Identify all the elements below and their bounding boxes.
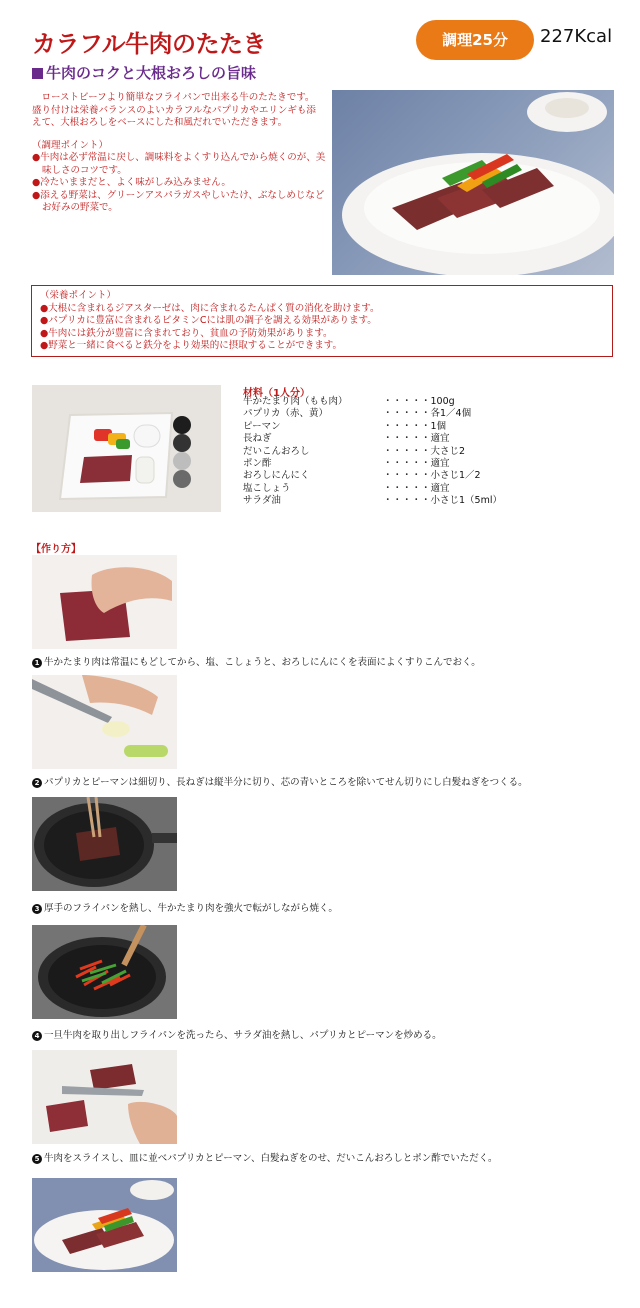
step-1-text (32, 654, 481, 668)
ingredient-name: パプリカ（赤、黄） (243, 408, 329, 420)
ingredient-amount: ・・・・・小さじ1（5ml） (383, 495, 502, 507)
square-bullet-icon (32, 68, 43, 79)
subtitle-text: 牛肉のコクと大根おろしの旨味 (46, 64, 257, 82)
nutrition-point-item: ●パプリカに豊富に含まれるビタミンCには肌の調子を調える効果があります。 (40, 315, 377, 326)
calories-label: 227Kcal (540, 26, 613, 47)
step-description: 一旦牛肉を取り出しフライパンを洗ったら、サラダ油を熱し、パプリカとピーマンを炒める。 (44, 1030, 442, 1041)
step-5-text (32, 1150, 498, 1164)
step-description: 牛肉をスライスし、皿に並べパプリカとピーマン、白髪ねぎをのせ、だいこんおろしとポン酢でいただく。 (44, 1153, 498, 1164)
step-number-badge: 2 (32, 778, 42, 788)
step-number-badge: 3 (32, 904, 42, 914)
ingredient-row (243, 408, 503, 420)
ingredient-name: 塩こしょう (243, 482, 291, 494)
step-3-photo (32, 797, 177, 891)
nutrition-points-list (40, 303, 604, 353)
step-4-photo (32, 925, 177, 1019)
ingredient-amount: ・・・・・小さじ1／2 (383, 470, 481, 482)
nutrition-point-item: ●大根に含まれるジアスターゼは、肉に含まれるたんぱく質の消化を助けます。 (40, 302, 380, 314)
ingredient-amount: ・・・・・適宜 (383, 458, 450, 470)
cooking-point-item: ●牛肉は必ず常温に戻し、調味料をよくすり込んでから焼くのが、美味しさのコツです。 (32, 152, 326, 176)
step-1-photo (32, 555, 177, 649)
step-description: 厚手のフライパンを熱し、牛かたまり肉を強火で転がしながら焼く。 (44, 903, 338, 914)
recipe-subtitle (32, 62, 256, 83)
ingredient-amount: ・・・・・100g (383, 396, 455, 407)
ingredient-row (243, 470, 503, 482)
ingredient-name: サラダ油 (243, 495, 281, 507)
nutrition-point-item: ●野菜と一緒に食べると鉄分をより効果的に摂取することができます。 (40, 340, 343, 351)
step-5-photo (32, 1050, 177, 1144)
step-2-photo (32, 675, 177, 769)
cooking-time-badge: 調理25分 (416, 20, 534, 60)
cooking-points-list (32, 152, 327, 215)
ingredients-heading: 材料（1人分） (243, 388, 310, 399)
step-description: 牛かたまり肉は常温にもどしてから、塩、こしょうと、おろしにんにくを表面によくすりこんでおく。 (44, 657, 481, 668)
step-number-badge: 5 (32, 1154, 42, 1164)
ingredient-amount: ・・・・・各1／4個 (383, 408, 472, 420)
ingredient-row (243, 433, 503, 445)
cooking-points-heading: （調理ポイント） (32, 140, 109, 151)
ingredient-amount: ・・・・・適宜 (383, 433, 450, 445)
method-heading: 【作り方】 (31, 544, 81, 555)
step-2-text (32, 774, 528, 788)
recipe-title: カラフル牛肉のたたき (32, 29, 267, 58)
nutrition-points-box (31, 285, 613, 357)
step-number-badge: 1 (32, 658, 42, 668)
ingredient-row (243, 483, 503, 495)
ingredient-name: だいこんおろし (243, 445, 310, 457)
ingredient-name: ポン酢 (243, 458, 272, 470)
ingredient-row (243, 458, 503, 470)
intro-text: ローストビーフより簡単なフライパンで出来る牛のたたきです。盛り付けは栄養バランスのよいカラフルなパプリカやエリンギも添えて、大根おろしをベースにした和風だれでいただきます。 (32, 92, 316, 128)
ingredient-row (243, 446, 503, 458)
ingredient-amount: ・・・・・1個 (383, 420, 447, 432)
ingredient-amount: ・・・・・適宜 (383, 482, 450, 494)
plated-dish-photo (32, 1178, 177, 1272)
ingredient-amount: ・・・・・大さじ2 (383, 445, 466, 457)
step-3-text (32, 900, 338, 914)
nutrition-point-item: ●牛肉には鉄分が豊富に含まれており、貧血の予防効果があります。 (40, 327, 333, 339)
ingredient-name: 長ねぎ (243, 433, 272, 445)
ingredients-table (243, 396, 503, 508)
finished-dish-photo (332, 90, 614, 275)
ingredient-row (243, 396, 503, 408)
step-description: パプリカとピーマンは細切り、長ねぎは縦半分に切り、芯の青いところを除いてせん切りにし白髪ねぎをつくる。 (44, 777, 528, 788)
cooking-point-item: ●冷たいままだと、よく味がしみ込みません。 (32, 177, 231, 188)
ingredient-row (243, 495, 503, 507)
step-number-badge: 4 (32, 1031, 42, 1041)
nutrition-points-heading: （栄養ポイント） (40, 290, 117, 301)
ingredient-row (243, 421, 503, 433)
ingredient-name: ピーマン (243, 420, 281, 432)
ingredient-name: 牛かたまり肉（もも肉） (243, 396, 348, 407)
ingredients-photo (32, 385, 221, 512)
ingredient-name: おろしにんにく (243, 470, 310, 482)
step-4-text (32, 1027, 442, 1041)
cooking-point-item: ●添える野菜は、グリーンアスパラガスやしいたけ、ぶなしめじなどお好みの野菜で。 (32, 189, 325, 213)
